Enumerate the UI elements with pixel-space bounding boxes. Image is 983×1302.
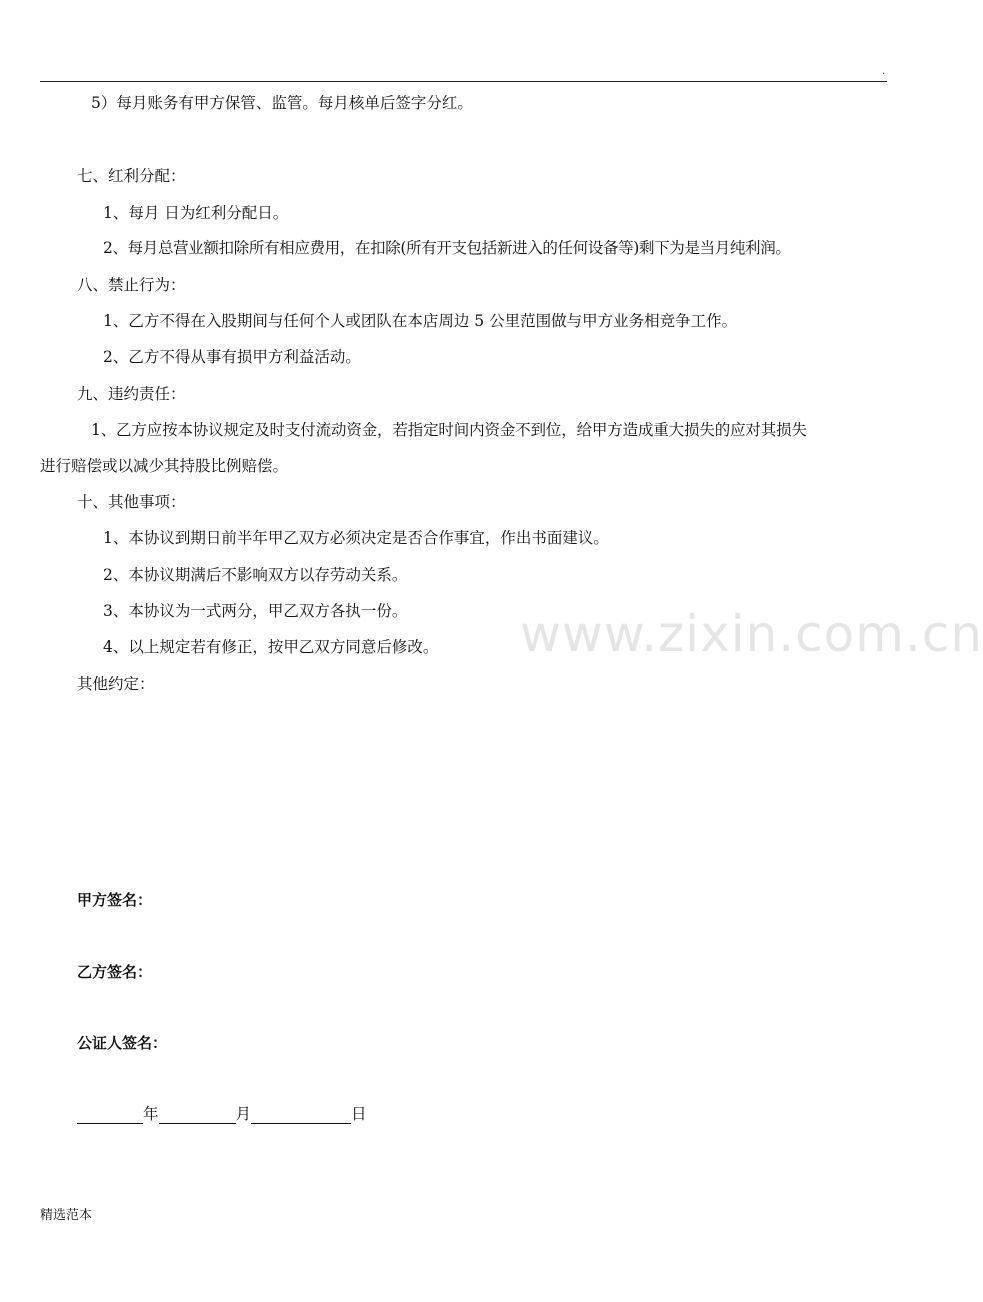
notary-signature-label: 公证人签名：: [77, 1034, 168, 1052]
section-9-item-1-cont: 进行赔偿或以减少其持股比例赔偿。: [40, 457, 289, 475]
other-agreement-label: 其他约定：: [77, 675, 155, 693]
day-label: 日: [351, 1105, 367, 1123]
month-label: 月: [235, 1105, 252, 1123]
date-line: [77, 1104, 367, 1124]
section-7-item-2: 2、每月总营业额扣除所有相应费用，在扣除(所有开支包括新进入的任何设备等)剩下为是当月纯利润。: [103, 239, 791, 257]
section-10-heading: 十、其他事项：: [77, 493, 186, 511]
section-9-heading: 九、违约责任：: [77, 385, 186, 403]
section-10-item-3: 3、本协议为一式两分，甲乙双方各执一份。: [103, 602, 408, 620]
year-label: 年: [143, 1105, 159, 1123]
section-10-item-1: 1、本协议到期日前半年甲乙双方必须决定是否合作事宜，作出书面建议。: [103, 529, 609, 547]
section-8-heading: 八、禁止行为：: [77, 276, 186, 294]
section-10-item-2: 2、本协议期满后不影响双方以存劳动关系。: [103, 566, 408, 584]
year-blank[interactable]: [77, 1107, 143, 1124]
header-mark: .: [882, 66, 886, 77]
footer-text: 精选范本: [40, 1208, 93, 1223]
section-8-item-1: 1、乙方不得在入股期间与任何个人或团队在本店周边 5 公里范围做与甲方业务相竞争工作。: [103, 312, 738, 330]
section-10-item-4: 4、以上规定若有修正，按甲乙双方同意后修改。: [103, 638, 439, 656]
clause-5: 5）每月账务有甲方保管、监管。每月核单后签字分红。: [91, 94, 473, 112]
section-8-item-2: 2、乙方不得从事有损甲方利益活动。: [103, 348, 361, 366]
header-rule: [40, 81, 887, 82]
party-b-signature-label: 乙方签名：: [77, 963, 153, 981]
month-blank[interactable]: [159, 1107, 236, 1124]
section-7-item-1: 1、每月 日为红利分配日。: [103, 204, 289, 222]
party-a-signature-label: 甲方签名：: [77, 891, 153, 909]
section-7-heading: 七、红利分配：: [77, 167, 186, 185]
watermark: www.zixin.com.cn: [520, 605, 983, 663]
day-blank[interactable]: [251, 1107, 351, 1124]
section-9-item-1: 1、乙方应按本协议规定及时支付流动资金，若指定时间内资金不到位，给甲方造成重大损失的应对其损失: [91, 421, 807, 439]
